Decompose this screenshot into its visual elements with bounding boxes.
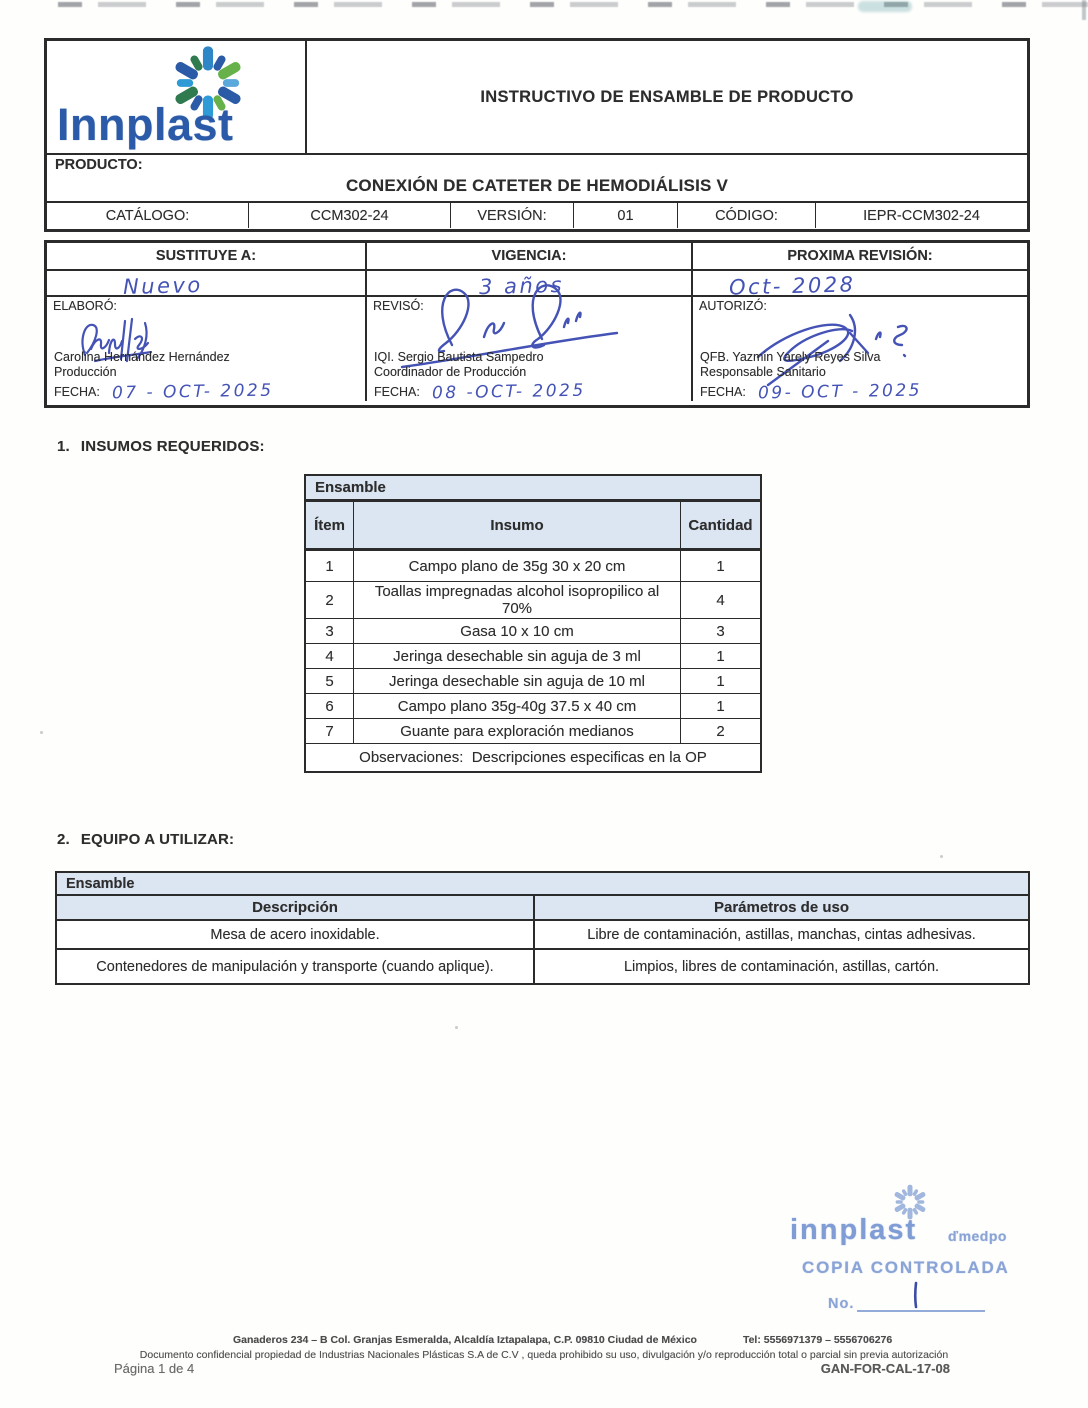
innplast-logo [47,41,307,153]
vigencia-label: VIGENCIA: [367,243,693,269]
producto-label: PRODUCTO: [55,157,143,173]
page-number: Página 1 de 4 [114,1361,195,1376]
elaboro-cell [47,297,367,401]
section1-title: INSUMOS REQUERIDOS: [80,438,265,455]
table-row: Contenedores de manipulación y transporte (cuando aplique). Limpios, libres de contaminación, astillas, cartón. [57,950,1028,983]
scan-artifact-edge [1082,0,1086,20]
col-parametros: Parámetros de uso [713,899,850,916]
document-title: INSTRUCTIVO DE ENSAMBLE DE PRODUCTO [480,87,854,106]
section2-number: 2. [57,831,70,848]
scan-artifact-dashes [58,2,1088,7]
signer-name: IQI. Sergio Bautista Sampedro [374,350,544,364]
catalog-row [47,201,1027,228]
col-cantidad: Cantidad [688,516,753,534]
stamp-medpo-text: ďmedpo [948,1228,1007,1244]
scan-speck [940,855,943,858]
signer-title: Coordinador de Producción [374,364,527,379]
table-row: 1 Campo plano de 35g 30 x 20 cm 1 [306,551,760,582]
signer-name: QFB. Yazmin Yarely Reyes Silva [700,350,881,364]
elaboro-signer-block [54,350,274,403]
title-cell [307,41,1027,153]
codigo-value: IEPR-CCM302-24 [863,207,980,224]
stamp-number-row [828,1288,985,1312]
signer-name: Carolina Hernández Hernández [54,350,230,364]
insumos-table [304,474,762,773]
footer-address-line [233,1334,892,1346]
section2-title: EQUIPO A UTILIZAR: [80,831,235,848]
section2-heading [57,831,234,848]
form-code: GAN-FOR-CAL-17-08 [820,1361,950,1376]
version-label: VERSIÓN: [451,203,574,228]
col-insumo: Insumo [354,502,681,548]
table-row: 4 Jeringa desechable sin aguja de 3 ml 1 [306,644,760,669]
table-row: 3 Gasa 10 x 10 cm 3 [306,619,760,644]
fecha-label: FECHA: [374,384,420,399]
proxima-value-cell [693,271,1027,300]
footer-address: Ganaderos 234 – B Col. Granjas Esmeralda, Alcaldía Iztapalapa, C.P. 09810 Ciudad de México [233,1334,697,1346]
version-value: 01 [574,203,678,228]
equipo-group-header: Ensamble [57,873,1028,896]
signer-title: Producción [54,364,117,379]
section1-number: 1. [57,438,70,455]
sustituye-value-cell [47,271,367,300]
table-row: 2 Toallas impregnadas alcohol isopropilico al 70% 4 [306,582,760,619]
header-table [44,38,1030,232]
table-row: 7 Guante para exploración medianos 2 [306,719,760,744]
stamp-brand-text: innplast [790,1214,918,1246]
autorizo-cell [693,297,1027,401]
fecha-handwritten-value: 08 -OCT- 2025 [431,380,586,403]
footer-phone: Tel: 5556971379 – 5556706276 [742,1334,893,1346]
fecha-handwritten-value: 07 - OCT- 2025 [111,380,274,403]
scan-speck [40,731,43,734]
insumos-group-header: Ensamble [306,476,760,502]
equipo-table [55,871,1030,985]
section1-heading [57,438,265,455]
vigencia-value-cell [367,271,693,300]
catalogo-value: CCM302-24 [249,203,451,228]
catalogo-label: CATÁLOGO: [47,203,249,228]
stamp-no-label: No. [828,1296,855,1312]
col-descripcion: Descripción [57,896,535,919]
autorizo-signer-block [700,350,923,403]
header-row-logo-title [47,41,1027,153]
sustituye-handwritten-value: Nuevo [122,272,204,300]
product-row [47,153,1027,201]
codigo-label: CÓDIGO: [678,203,816,228]
col-item: Ítem [306,502,354,548]
autorizo-label: AUTORIZÓ: [699,299,767,313]
signer-title: Responsable Sanitario [700,364,826,379]
fecha-handwritten-value: 09- OCT - 2025 [757,380,923,403]
reviso-cell [367,297,693,401]
controlled-copy-stamp [788,1184,1033,1319]
reviso-signer-block [374,350,586,403]
stamp-copia-controlada: COPIA CONTROLADA [802,1258,1010,1277]
fecha-label: FECHA: [54,384,100,399]
table-row: Mesa de acero inoxidable. Libre de contaminación, astillas, manchas, cintas adhesivas. [57,921,1028,950]
vigencia-handwritten-value: 3 años [478,272,565,300]
revision-header-row [47,243,1027,271]
reviso-label: REVISÓ: [373,299,424,313]
insumos-column-headers [306,502,760,551]
stamp-no-line [857,1288,985,1312]
equipo-column-headers [57,896,1028,921]
table-row: 5 Jeringa desechable sin aguja de 10 ml 1 [306,669,760,694]
handwritten-copy-number [909,1280,923,1310]
revision-values-row [47,271,1027,300]
footer-confidential-notice: Documento confidencial propiedad de Industrias Nacionales Plásticas S.A de C.V , queda prohibido su uso, divulgación y/o reproducción total o parcial sin previa autorización [139,1349,949,1361]
revision-table [44,240,1030,408]
producto-value: CONEXIÓN DE CATETER DE HEMODIÁLISIS V [345,176,729,195]
innplast-logo-text: Innplast [57,99,234,150]
proxima-revision-label: PROXIMA REVISIÓN: [787,248,933,264]
sustituye-label: SUSTITUYE A: [47,243,367,269]
fecha-label: FECHA: [700,384,746,399]
elaboro-label: ELABORÓ: [53,299,117,313]
observaciones-row: Observaciones: Descripciones especificas en la OP [359,749,707,766]
scan-speck [455,1026,458,1029]
signature-row [47,297,1027,401]
table-row: 6 Campo plano 35g-40g 37.5 x 40 cm 1 [306,694,760,719]
proxima-handwritten-value: Oct- 2028 [728,272,856,300]
scan-artifact-smudge [858,1,912,12]
